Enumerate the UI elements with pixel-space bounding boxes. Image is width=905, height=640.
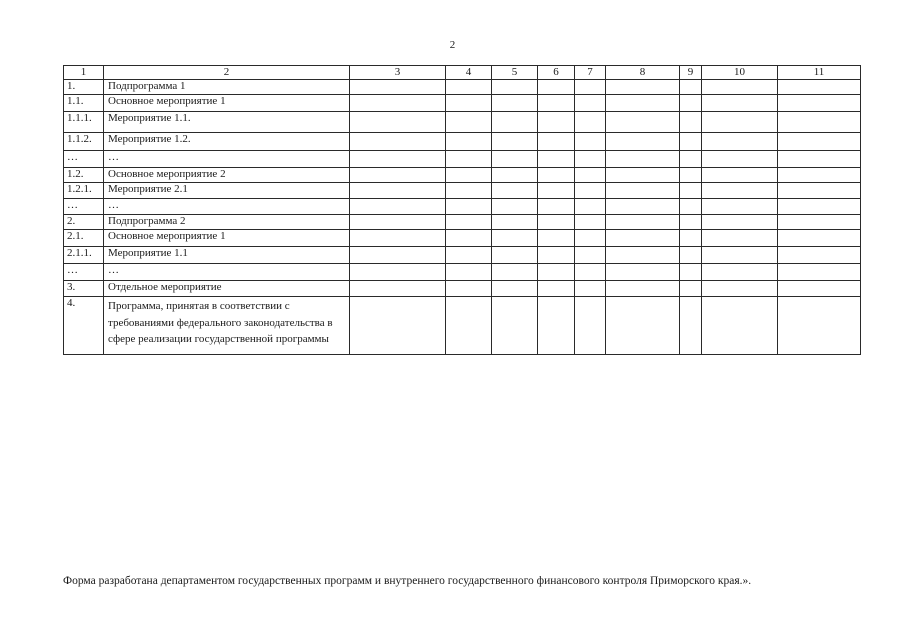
empty-cell (680, 168, 702, 183)
empty-cell (538, 230, 575, 247)
empty-cell (778, 112, 861, 133)
empty-cell (575, 183, 606, 199)
empty-cell (680, 133, 702, 151)
empty-cell (680, 230, 702, 247)
empty-cell (575, 151, 606, 168)
empty-cell (606, 247, 680, 264)
table-row (64, 199, 861, 215)
empty-cell (350, 95, 446, 112)
empty-cell (778, 133, 861, 151)
empty-cell (680, 112, 702, 133)
empty-cell (538, 151, 575, 168)
empty-cell (350, 297, 446, 355)
table-row (64, 133, 861, 151)
empty-cell (702, 230, 778, 247)
table-row (64, 297, 861, 355)
row-number: 1.1. (64, 95, 104, 112)
empty-cell (606, 199, 680, 215)
table-body (64, 80, 861, 355)
table-row (64, 168, 861, 183)
empty-cell (492, 133, 538, 151)
row-name: Мероприятие 1.1 (104, 247, 350, 264)
empty-cell (492, 95, 538, 112)
empty-cell (492, 112, 538, 133)
row-number: 2. (64, 215, 104, 230)
empty-cell (680, 297, 702, 355)
empty-cell (492, 168, 538, 183)
empty-cell (575, 168, 606, 183)
empty-cell (492, 297, 538, 355)
empty-cell (778, 80, 861, 95)
table-row (64, 215, 861, 230)
empty-cell (538, 297, 575, 355)
empty-cell (778, 264, 861, 281)
empty-cell (778, 281, 861, 297)
empty-cell (575, 247, 606, 264)
row-name: … (104, 151, 350, 168)
empty-cell (446, 264, 492, 281)
empty-cell (538, 199, 575, 215)
empty-cell (778, 151, 861, 168)
empty-cell (575, 297, 606, 355)
row-name: Мероприятие 2.1 (104, 183, 350, 199)
empty-cell (575, 215, 606, 230)
empty-cell (702, 151, 778, 168)
empty-cell (680, 80, 702, 95)
empty-cell (446, 168, 492, 183)
empty-cell (446, 151, 492, 168)
empty-cell (538, 281, 575, 297)
empty-cell (702, 281, 778, 297)
row-number: 1. (64, 80, 104, 95)
empty-cell (778, 297, 861, 355)
empty-cell (606, 95, 680, 112)
empty-cell (680, 151, 702, 168)
row-number: … (64, 199, 104, 215)
empty-cell (778, 168, 861, 183)
empty-cell (350, 151, 446, 168)
empty-cell (350, 281, 446, 297)
row-name: Программа, принятая в соответствии с требованиями федерального законодательства в сфере реализации государственной программы (104, 297, 350, 355)
row-name: Основное мероприятие 2 (104, 168, 350, 183)
empty-cell (606, 133, 680, 151)
row-number: 1.2. (64, 168, 104, 183)
empty-cell (680, 247, 702, 264)
table-row (64, 151, 861, 168)
table-row (64, 281, 861, 297)
empty-cell (350, 183, 446, 199)
row-name: Мероприятие 1.2. (104, 133, 350, 151)
empty-cell (538, 264, 575, 281)
empty-cell (606, 230, 680, 247)
empty-cell (492, 215, 538, 230)
empty-cell (702, 168, 778, 183)
empty-cell (538, 168, 575, 183)
empty-cell (492, 281, 538, 297)
empty-cell (446, 112, 492, 133)
column-header: 11 (778, 66, 861, 80)
empty-cell (702, 112, 778, 133)
empty-cell (575, 264, 606, 281)
empty-cell (680, 215, 702, 230)
empty-cell (492, 183, 538, 199)
footer-note: Форма разработана департаментом государственных программ и внутреннего государственного финансового контроля Приморского края.». (63, 575, 752, 587)
empty-cell (446, 95, 492, 112)
empty-cell (702, 133, 778, 151)
empty-cell (680, 264, 702, 281)
empty-cell (492, 230, 538, 247)
empty-cell (538, 247, 575, 264)
table-row (64, 230, 861, 247)
row-number: 2.1.1. (64, 247, 104, 264)
row-number: … (64, 151, 104, 168)
empty-cell (538, 80, 575, 95)
empty-cell (575, 199, 606, 215)
column-header: 6 (538, 66, 575, 80)
table-row (64, 264, 861, 281)
row-name: … (104, 199, 350, 215)
empty-cell (446, 281, 492, 297)
empty-cell (446, 230, 492, 247)
empty-cell (680, 183, 702, 199)
empty-cell (446, 199, 492, 215)
empty-cell (446, 215, 492, 230)
empty-cell (350, 215, 446, 230)
empty-cell (575, 133, 606, 151)
row-name: Основное мероприятие 1 (104, 95, 350, 112)
row-number: … (64, 264, 104, 281)
empty-cell (350, 80, 446, 95)
empty-cell (702, 215, 778, 230)
column-header: 7 (575, 66, 606, 80)
empty-cell (606, 264, 680, 281)
empty-cell (350, 168, 446, 183)
column-header: 2 (104, 66, 350, 80)
empty-cell (606, 80, 680, 95)
row-number: 4. (64, 297, 104, 355)
empty-cell (538, 215, 575, 230)
empty-cell (575, 281, 606, 297)
column-header: 9 (680, 66, 702, 80)
program-table (63, 65, 861, 355)
column-header: 3 (350, 66, 446, 80)
empty-cell (538, 183, 575, 199)
row-name: Подпрограмма 2 (104, 215, 350, 230)
empty-cell (778, 183, 861, 199)
empty-cell (446, 297, 492, 355)
empty-cell (702, 199, 778, 215)
empty-cell (446, 247, 492, 264)
empty-cell (702, 95, 778, 112)
empty-cell (606, 281, 680, 297)
column-header: 5 (492, 66, 538, 80)
empty-cell (492, 151, 538, 168)
column-header: 4 (446, 66, 492, 80)
empty-cell (492, 247, 538, 264)
empty-cell (350, 247, 446, 264)
column-header: 10 (702, 66, 778, 80)
empty-cell (350, 133, 446, 151)
empty-cell (778, 199, 861, 215)
row-name: Основное мероприятие 1 (104, 230, 350, 247)
row-name: Отдельное мероприятие (104, 281, 350, 297)
empty-cell (702, 247, 778, 264)
empty-cell (702, 80, 778, 95)
empty-cell (350, 264, 446, 281)
empty-cell (350, 230, 446, 247)
empty-cell (575, 95, 606, 112)
empty-cell (350, 112, 446, 133)
empty-cell (606, 297, 680, 355)
empty-cell (702, 264, 778, 281)
empty-cell (446, 183, 492, 199)
empty-cell (680, 281, 702, 297)
table-row (64, 80, 861, 95)
page-number: 2 (449, 39, 456, 51)
row-number: 1.2.1. (64, 183, 104, 199)
column-header: 1 (64, 66, 104, 80)
empty-cell (606, 112, 680, 133)
empty-cell (778, 215, 861, 230)
table-row (64, 112, 861, 133)
empty-cell (350, 199, 446, 215)
row-number: 1.1.2. (64, 133, 104, 151)
empty-cell (680, 95, 702, 112)
empty-cell (575, 80, 606, 95)
row-name: … (104, 264, 350, 281)
row-number: 2.1. (64, 230, 104, 247)
empty-cell (446, 80, 492, 95)
empty-cell (702, 297, 778, 355)
empty-cell (702, 183, 778, 199)
header-row (64, 66, 861, 80)
row-name: Подпрограмма 1 (104, 80, 350, 95)
empty-cell (492, 80, 538, 95)
empty-cell (680, 199, 702, 215)
empty-cell (492, 199, 538, 215)
row-number: 1.1.1. (64, 112, 104, 133)
empty-cell (492, 264, 538, 281)
empty-cell (575, 230, 606, 247)
table-row (64, 247, 861, 264)
row-number: 3. (64, 281, 104, 297)
empty-cell (778, 95, 861, 112)
column-header: 8 (606, 66, 680, 80)
empty-cell (575, 112, 606, 133)
empty-cell (606, 151, 680, 168)
empty-cell (538, 95, 575, 112)
empty-cell (606, 168, 680, 183)
row-name: Мероприятие 1.1. (104, 112, 350, 133)
empty-cell (778, 230, 861, 247)
empty-cell (538, 112, 575, 133)
table-row (64, 95, 861, 112)
table-row (64, 183, 861, 199)
empty-cell (606, 215, 680, 230)
empty-cell (538, 133, 575, 151)
empty-cell (778, 247, 861, 264)
empty-cell (606, 183, 680, 199)
empty-cell (446, 133, 492, 151)
